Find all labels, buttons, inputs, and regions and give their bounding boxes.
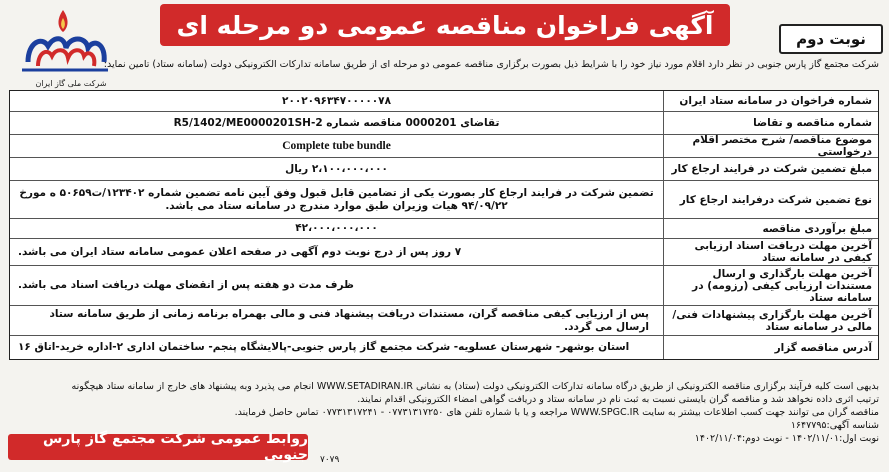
table-row xyxy=(10,218,878,238)
row-label: موضوع مناقصه/ شرح مختصر اقلام درخواستی xyxy=(663,135,878,157)
row-label: مبلغ تضمین شرکت در فرایند ارجاع کار xyxy=(663,158,878,180)
row-value: پس از ارزیابی کیفی مناقصه گران، مستندات دریافت پیشنهاد فنی و مالی بهمراه برنامه زمانی از طریق سامانه ستاد ارسال می گردد. xyxy=(49,307,649,333)
public-relations-banner xyxy=(8,431,308,463)
row-label: شماره فراخوان در سامانه ستاد ایران xyxy=(663,91,878,111)
tender-details-table xyxy=(9,90,879,360)
row-value: ۴۲،۰۰۰،۰۰۰،۰۰۰ xyxy=(295,222,378,234)
page-title: آگهی فراخوان مناقصه عمومی دو مرحله ای xyxy=(176,10,714,40)
table-row xyxy=(10,265,878,305)
footer-line: بدیهی است کلیه فرآیند برگزاری مناقصه الکترونیکی از طریق درگاه سامانه تدارکات الکترونیکی دولت (ستاد) به نشانی WWW.SETADIRAN.IR انجام می پذیرد وبه پیشنهاد های خارج از سامانه ستاد هیچگونه xyxy=(71,381,879,392)
publish-dates: نوبت اول:۱۴۰۲/۱۱/۰۱ - نوبت دوم:۱۴۰۲/۱۱/۰۴ xyxy=(694,433,879,444)
gas-flame-logo-icon xyxy=(8,6,118,78)
row-label: نوع تضمین شرکت درفرایند ارجاع کار xyxy=(663,181,878,218)
page-code: ۷۰۷۹ xyxy=(320,455,340,465)
row-label: مبلغ برآوردی مناقصه xyxy=(663,219,878,238)
table-row xyxy=(10,91,878,111)
row-value: تقاضای 0000201 مناقصه شماره R5/1402/ME0000201SH-2 xyxy=(173,116,500,129)
row-value: ظرف مدت دو هفته پس از انقضای مهلت دریافت اسناد می باشد. xyxy=(18,279,354,291)
footer-line: ترتیب اثری داده نخواهد شد و مناقصه گران بایستی نسبت به ثبت نام در سامانه ستاد و دریافت گواهی امضاء الکترونیکی اقدام نمایند. xyxy=(357,394,879,405)
row-label: شماره مناقصه و تقاضا xyxy=(663,112,878,134)
row-value: Complete tube bundle xyxy=(282,139,391,152)
row-value: ۲۰۰۲۰۹۶۳۴۷۰۰۰۰۰۷۸ xyxy=(282,94,391,107)
table-row xyxy=(10,335,878,359)
ad-id: شناسه آگهی:۱۶۴۷۷۹۵ xyxy=(790,420,879,431)
row-value: ۷ روز پس از درج نوبت دوم آگهی در صفحه اعلان عمومی سامانه ستاد ایران می باشد. xyxy=(18,245,462,258)
table-row xyxy=(10,238,878,265)
logo-caption-line1: شرکت ملی گاز ایران xyxy=(35,79,107,88)
row-value: ۲،۱۰۰،۰۰۰،۰۰۰ ریال xyxy=(285,162,388,175)
footer-line: مناقصه گران می توانند جهت کسب اطلاعات بیشتر به سایت WWW.SPGC.IR مراجعه و یا با شماره تلفن های ۰۷۷۳۱۳۱۷۲۵۰ - ۰۷۷۳۱۳۱۷۲۴۱ تماس حاصل فرمایند. xyxy=(234,407,879,418)
table-row xyxy=(10,180,878,218)
round-badge: نوبت دوم xyxy=(779,24,883,54)
table-row xyxy=(10,305,878,335)
table-row xyxy=(10,111,878,134)
title-banner xyxy=(160,4,730,46)
row-label: آخرین مهلت بارگزاری پیشنهادات فنی/ مالی در سامانه ستاد xyxy=(663,306,878,335)
row-value: تضمین شرکت در فرایند ارجاع کار بصورت یکی از تضامین قابل قبول وفق آیین نامه تضمین شماره ۱۲۳۴۰۲/ت۵۰۶۵۹ ه مورخ ۹۴/۰۹/۲۲ هیات وزیران طبق موارد مندرج در سامانه ستاد می باشد. xyxy=(19,186,654,212)
row-value: استان بوشهر- شهرستان عسلویه- شرکت مجتمع گاز پارس جنوبی-پالایشگاه پنجم- ساختمان اداری ۲-اداره خرید-اتاق ۱۶ xyxy=(18,341,630,353)
row-label: آخرین مهلت دریافت اسناد ارزیابی کیفی در سامانه ستاد xyxy=(663,239,878,265)
intro-paragraph: شرکت مجتمع گاز پارس جنوبی در نظر دارد اقلام مورد نیاز خود را با شرایط ذیل بصورت برگزاری مناقصه عمومی دو مرحله ای از طریق سامانه تدارکات الکترونیکی دولت (سامانه ستاد) تامین نماید: xyxy=(103,59,879,70)
table-row xyxy=(10,157,878,180)
row-label: آدرس مناقصه گزار xyxy=(663,336,878,359)
row-label: آخرین مهلت بارگذاری و ارسال مستندات ارزیابی کیفی (رزومه) در سامانه ستاد xyxy=(663,266,878,305)
public-relations-label: روابط عمومی شرکت مجتمع گاز پارس جنوبی xyxy=(43,431,308,463)
table-row xyxy=(10,134,878,157)
